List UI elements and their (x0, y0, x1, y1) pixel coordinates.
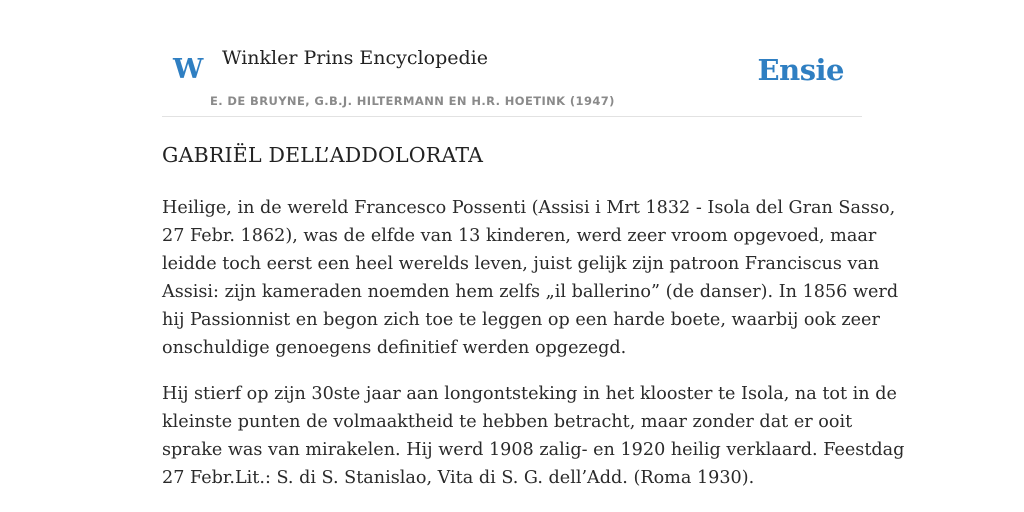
paragraph-line: sprake was van mirakelen. Hij werd 1908 zalig- en 1920 heilig verklaard. Feestdag (162, 440, 905, 460)
article-paragraph-1 (162, 194, 899, 362)
paragraph-line: leidde toch eerst een heel werelds leven, juist gelijk zijn patroon Franciscus van (162, 254, 880, 274)
paragraph-line: Heilige, in de wereld Francesco Possenti (Assisi i Mrt 1832 - Isola del Gran Sasso, (162, 198, 896, 218)
paragraph-line: onschuldige genoegens definitief werden opgezegd. (162, 338, 627, 358)
paragraph-line: Hij stierf op zijn 30ste jaar aan longontsteking in het klooster te Isola, na tot in de (162, 384, 897, 404)
article-paragraph-2 (162, 380, 905, 492)
paragraph-line: hij Passionnist en begon zich toe te leggen op een harde boete, waarbij ook zeer (162, 310, 880, 330)
article-content (162, 138, 905, 510)
paragraph-line: 27 Febr.Lit.: S. di S. Stanislao, Vita di S. G. dell’Add. (Roma 1930). (162, 468, 755, 488)
paragraph-line: kleinste punten de volmaaktheid te hebben betracht, maar zonder dat er ooit (162, 412, 853, 432)
site-header (162, 0, 862, 117)
article-heading: GABRIËL DELL’ADDOLORATA (162, 143, 484, 167)
paragraph-line: Assisi: zijn kameraden noemden hem zelfs „il ballerino” (de danser). In 1856 werd (162, 282, 899, 302)
authors-line: E. DE BRUYNE, G.B.J. HILTERMANN EN H.R. HOETINK (1947) (210, 94, 615, 108)
paragraph-line: 27 Febr. 1862), was de elfde van 13 kinderen, werd zeer vroom opgevoed, maar (162, 226, 877, 246)
encyclopedia-title[interactable]: Winkler Prins Encyclopedie (222, 47, 488, 69)
logo-icon[interactable]: W (173, 54, 204, 85)
ensie-brand-logo[interactable]: Ensie (757, 53, 844, 87)
